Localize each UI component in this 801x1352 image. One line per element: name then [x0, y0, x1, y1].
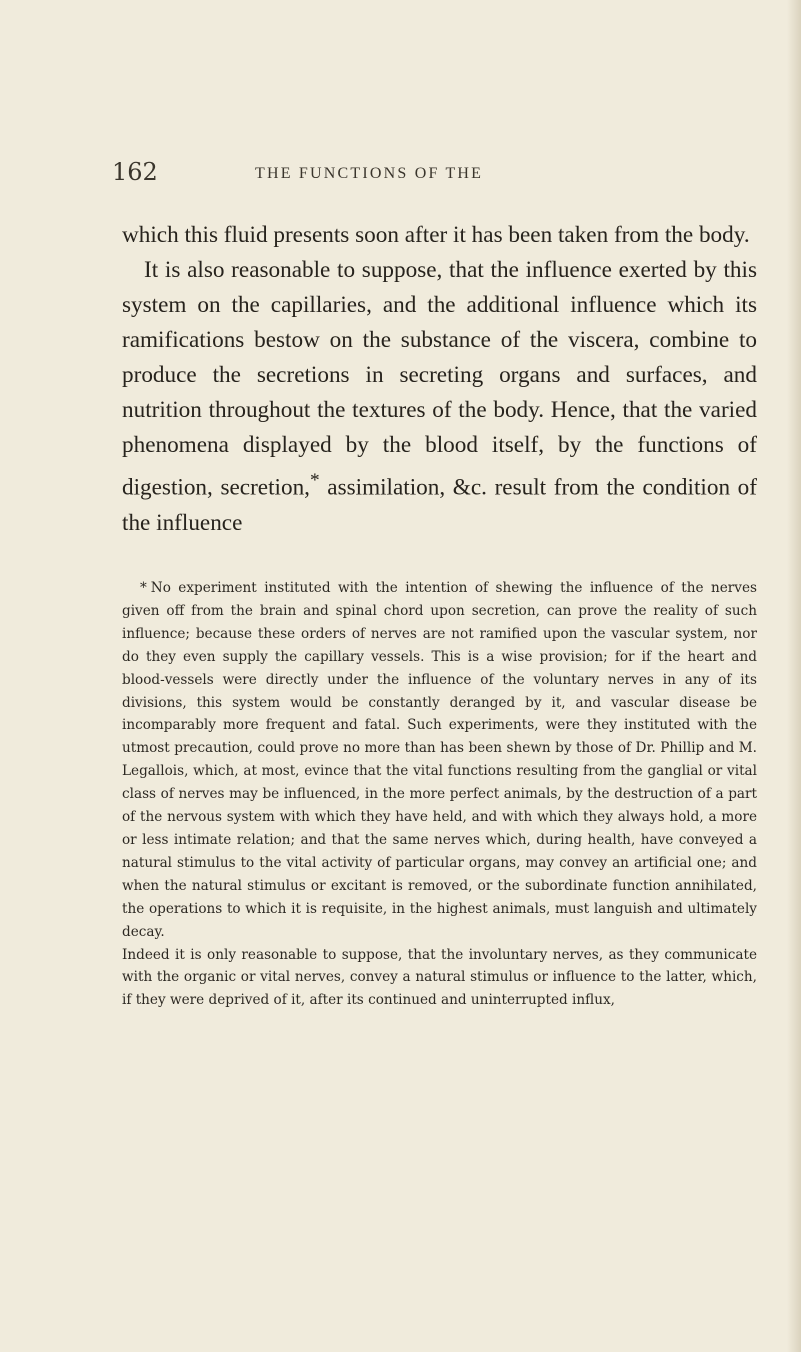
footnote-marker: * — [140, 580, 147, 596]
page-number: 162 — [112, 158, 158, 186]
footnote-reference-marker: * — [309, 470, 320, 491]
running-title: THE FUNCTIONS OF THE — [255, 165, 484, 182]
footnote-text: No experiment instituted with the intention of shewing the influence of the nerves given off from the brain and spinal chord upon secretion, can prove the reality of such influence; because these orders of nerves are not ramified upon the vascular system, nor do they even supply the capillary vessels. This is a wise provision; for if the heart and blood-vessels were directly under the influence of the voluntary nerves in any of its divisions, this system would be constantly deranged by it, and vascular disease be incomparably more frequent and fatal. Such experiments, were they instituted with the utmost precaution, could prove no more than has been shewn by those of Dr. Phillip and M. Legallois, which, at most, evince that the vital functions resulting from the ganglial or vital class of nerves may be influenced, in the more perfect animals, by the destruction of a part of the nervous system with which they have held, and with which they always hold, a more or less intimate relation; and that the same nerves which, during health, have conveyed a natural stimulus to the vital activity of particular organs, may convey an artificial one; and when the natural stimulus or excitant is removed, or the subordinate function annihilated, the operations to which it is requisite, in the highest animals, must languish and ultimately decay. — [122, 580, 757, 940]
running-head — [0, 152, 801, 192]
main-text — [122, 218, 757, 541]
footnote-paragraph — [122, 577, 757, 944]
body-paragraph-text-end: assimilation, &c. result from the condition of the influence — [122, 474, 757, 536]
footnote-text-continued: Indeed it is only reasonable to suppose, that the involuntary nerves, as they communicate with the organic or vital nerves, convey a natural stimulus or influence to the latter, which, if they were deprived of it, after its continued and uninterrupted influx, — [122, 946, 757, 1009]
body-paragraph-continuation: which this fluid presents soon after it has been taken from the body. — [122, 222, 750, 248]
body-paragraph-text: It is also reasonable to suppose, that the influence exerted by this system on the capillaries, and the additional influence which its ramifications bestow on the substance of the viscera, combine to produce the secretions in secreting organs and surfaces, and nutrition throughout the textures of the body. Hence, that the varied phenomena displayed by the blood itself, by the functions of digestion, secretion, — [122, 257, 757, 501]
body-paragraph — [122, 253, 757, 541]
footnote-paragraph-continued — [122, 944, 757, 1013]
footnote — [122, 577, 757, 1012]
